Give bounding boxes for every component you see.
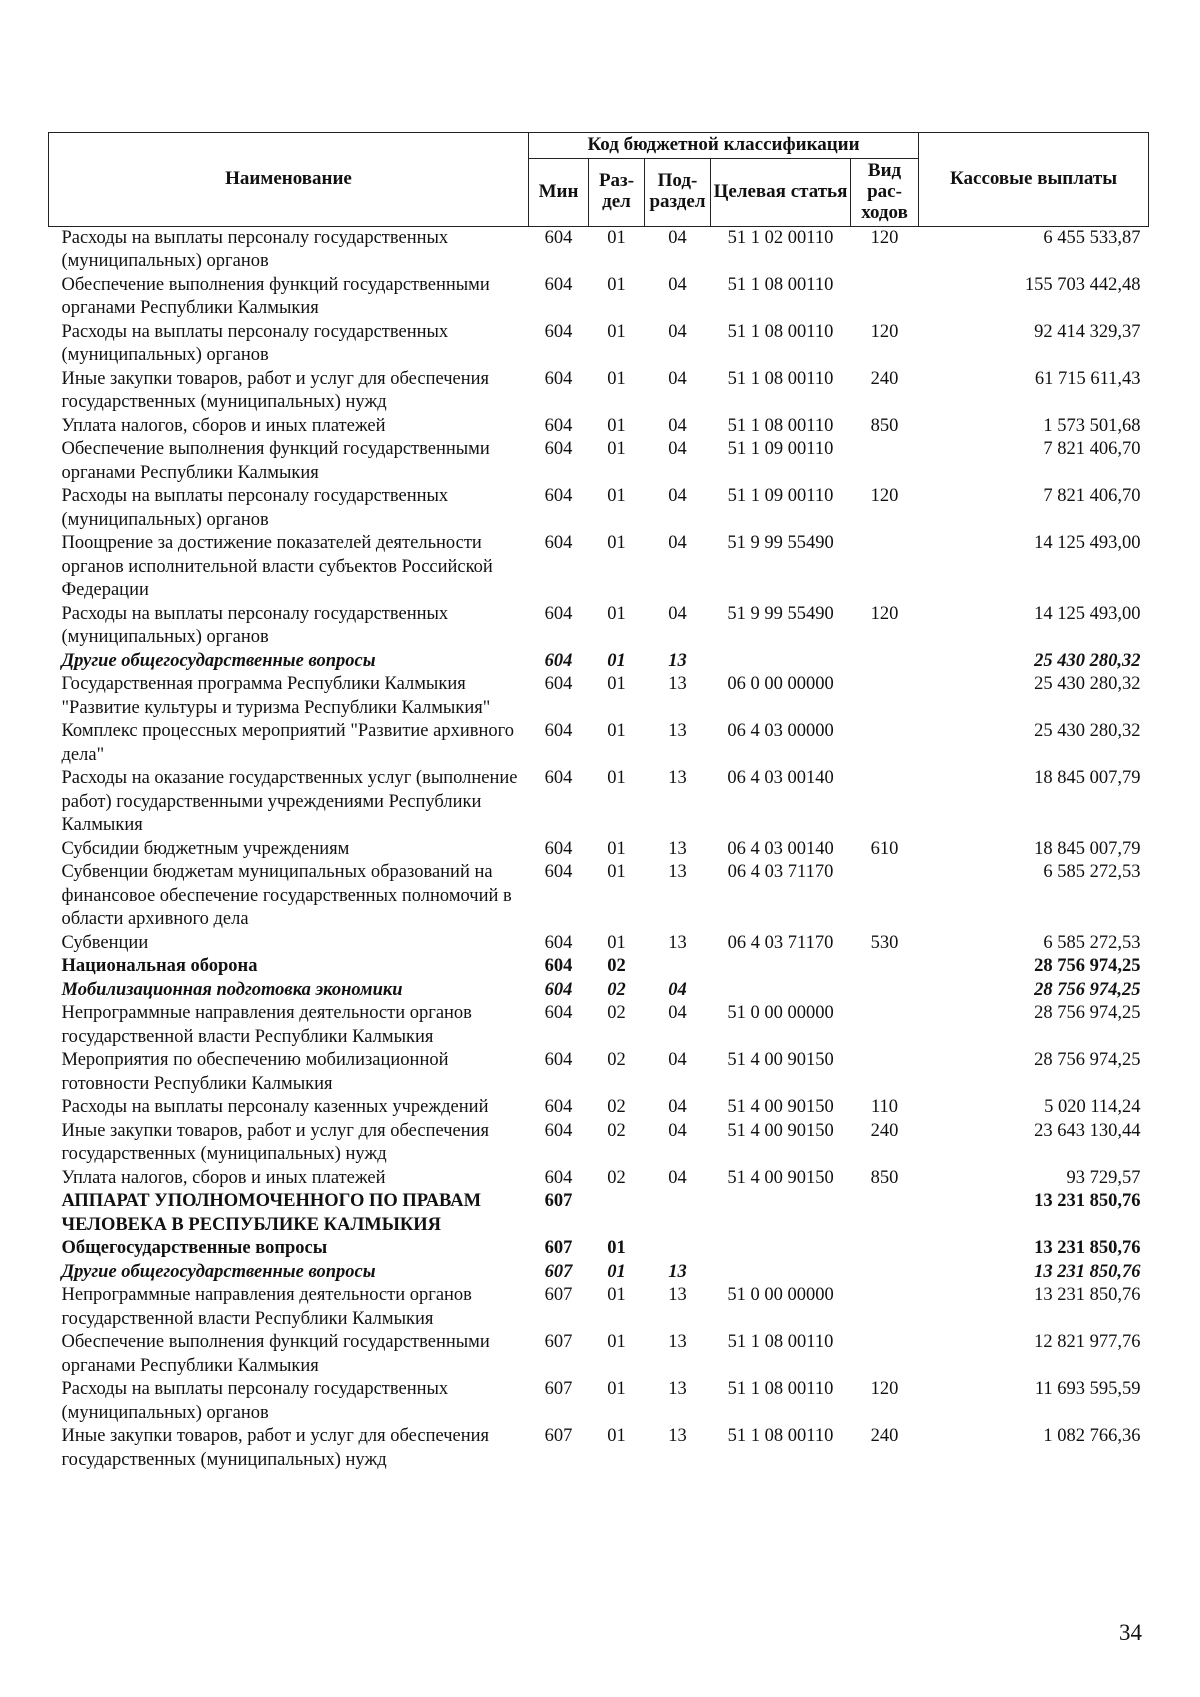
row-min: 604: [544, 1120, 573, 1141]
row-target-article: 06 4 03 00000: [727, 721, 834, 742]
row-amount: 13 231 850,76: [1034, 1238, 1141, 1259]
row-name: Мобилизационная подготовка экономики: [61, 979, 403, 1000]
row-amount: 13 231 850,76: [1034, 1285, 1141, 1306]
row-name: Другие общегосударственные вопросы: [61, 650, 376, 671]
row-amount: 92 414 329,37: [1034, 321, 1141, 342]
row-name: Расходы на выплаты персоналу государственных (муниципальных) органов: [61, 486, 449, 530]
row-razdel: 02: [607, 956, 626, 977]
row-target-article: 51 1 09 00110: [727, 439, 834, 460]
row-podrazdel: 13: [668, 1285, 687, 1306]
row-expense-type: 120: [870, 321, 899, 342]
table-row: [49, 1002, 1149, 1049]
row-name: Иные закупки товаров, работ и услуг для обеспечения государственных (муниципальных) нужд: [61, 1426, 490, 1470]
row-amount: 11 693 595,59: [1034, 1379, 1141, 1400]
row-min: 604: [544, 838, 573, 859]
row-expense-type: [851, 861, 919, 932]
table-row: [49, 979, 1149, 1003]
row-min: 607: [544, 1191, 573, 1212]
budget-table: [48, 132, 1149, 1472]
table-row: [49, 274, 1149, 321]
row-podrazdel: 13: [668, 838, 687, 859]
row-expense-type: 610: [870, 838, 899, 859]
row-podrazdel: 13: [668, 650, 687, 671]
row-name: Непрограммные направления деятельности органов государственной власти Республики Калмыкия: [61, 1285, 472, 1329]
row-name: Уплата налогов, сборов и иных платежей: [61, 415, 386, 436]
row-expense-type: 240: [870, 368, 899, 389]
row-amount: 12 821 977,76: [1034, 1332, 1141, 1353]
row-razdel: 02: [607, 1120, 626, 1141]
row-min: 604: [544, 721, 573, 742]
row-expense-type: [851, 274, 919, 321]
row-razdel: 01: [607, 321, 626, 342]
row-razdel: 02: [607, 1003, 626, 1024]
row-min: 607: [544, 1426, 573, 1447]
row-amount: 7 821 406,70: [1043, 439, 1141, 460]
table-body: [49, 226, 1149, 1472]
row-expense-type: [851, 1002, 919, 1049]
row-podrazdel: 13: [668, 862, 687, 883]
row-name: Комплекс процессных мероприятий "Развитие архивного дела": [61, 721, 515, 765]
row-name: Субвенции: [61, 932, 149, 953]
row-name: Иные закупки товаров, работ и услуг для обеспечения государственных (муниципальных) нужд: [61, 368, 490, 413]
row-razdel: 01: [607, 533, 626, 554]
row-min: 604: [544, 368, 573, 389]
row-target-article: 51 1 02 00110: [727, 227, 834, 248]
header-expense-type: Вид рас- ходов: [851, 159, 919, 227]
row-target-article: [711, 650, 851, 674]
row-min: 604: [544, 979, 573, 1000]
row-razdel: 01: [607, 439, 626, 460]
table-row: [49, 861, 1149, 932]
row-target-article: 06 0 00 00000: [727, 674, 834, 695]
header-target-article: Целевая статья: [711, 159, 851, 227]
row-podrazdel: 04: [668, 415, 687, 436]
header-podrazdel: Под- раздел: [645, 159, 711, 227]
row-name: Расходы на выплаты персоналу государственных (муниципальных) органов: [61, 321, 449, 366]
row-razdel: 01: [607, 932, 626, 953]
row-target-article: 51 1 09 00110: [727, 486, 834, 507]
row-name: Расходы на выплаты персоналу казенных учреждений: [61, 1097, 489, 1118]
row-expense-type: 120: [870, 1379, 899, 1400]
row-expense-type: [851, 1190, 919, 1237]
row-expense-type: [851, 673, 919, 720]
row-name: Обеспечение выполнения функций государственными органами Республики Калмыкия: [61, 274, 490, 319]
row-amount: 1 573 501,68: [1043, 415, 1141, 436]
row-min: 604: [544, 486, 573, 507]
row-amount: 13 231 850,76: [1034, 1191, 1141, 1212]
row-min: 604: [544, 321, 573, 342]
row-target-article: 51 4 00 90150: [727, 1120, 834, 1141]
row-expense-type: [851, 1261, 919, 1285]
row-min: 604: [544, 650, 573, 671]
row-razdel: 02: [607, 1050, 626, 1071]
row-name: Поощрение за достижение показателей деятельности органов исполнительной власти субъектов Российской Федерации: [61, 533, 493, 601]
row-target-article: 51 0 00 00000: [727, 1003, 834, 1024]
row-podrazdel: [645, 1237, 711, 1261]
row-target-article: 06 4 03 71170: [727, 862, 834, 883]
row-amount: 93 729,57: [1066, 1167, 1141, 1188]
row-razdel: 01: [607, 1426, 626, 1447]
row-name: Общегосударственные вопросы: [61, 1238, 328, 1259]
row-podrazdel: 13: [668, 1379, 687, 1400]
row-razdel: 01: [607, 768, 626, 789]
table-header: [49, 133, 1149, 227]
row-expense-type: [851, 955, 919, 979]
row-min: 604: [544, 603, 573, 624]
row-razdel: 02: [607, 1167, 626, 1188]
row-amount: 6 455 533,87: [1043, 227, 1141, 248]
table-row: [49, 1190, 1149, 1237]
row-expense-type: 240: [870, 1426, 899, 1447]
page-number: 34: [1119, 1620, 1142, 1645]
row-podrazdel: 04: [668, 533, 687, 554]
row-amount: 25 430 280,32: [1034, 650, 1141, 671]
table-row: [49, 932, 1149, 956]
row-target-article: 51 9 99 55490: [727, 533, 834, 554]
row-razdel: [589, 1190, 645, 1237]
row-min: 607: [544, 1238, 573, 1259]
table-row: [49, 720, 1149, 767]
table-row: [49, 226, 1149, 274]
row-podrazdel: 04: [668, 274, 687, 295]
row-razdel: 01: [607, 721, 626, 742]
row-razdel: 01: [607, 1379, 626, 1400]
row-min: 604: [544, 956, 573, 977]
row-amount: 13 231 850,76: [1034, 1261, 1141, 1282]
row-min: 604: [544, 415, 573, 436]
row-min: 604: [544, 768, 573, 789]
row-min: 607: [544, 1332, 573, 1353]
row-expense-type: 850: [870, 1167, 899, 1188]
row-amount: 23 643 130,44: [1034, 1120, 1141, 1141]
row-razdel: 01: [607, 368, 626, 389]
row-target-article: 06 4 03 00140: [727, 838, 834, 859]
row-min: 604: [544, 533, 573, 554]
row-target-article: 51 4 00 90150: [727, 1097, 834, 1118]
row-expense-type: [851, 438, 919, 485]
table-row: [49, 1237, 1149, 1261]
table-row: [49, 1049, 1149, 1096]
table-row: [49, 955, 1149, 979]
table-row: [49, 532, 1149, 603]
row-name: Расходы на выплаты персоналу государственных (муниципальных) органов: [61, 603, 449, 648]
row-podrazdel: 04: [668, 1003, 687, 1024]
row-target-article: [711, 955, 851, 979]
row-min: 604: [544, 1167, 573, 1188]
row-min: 604: [544, 1003, 573, 1024]
row-expense-type: [851, 650, 919, 674]
row-podrazdel: [645, 955, 711, 979]
row-razdel: 01: [607, 650, 626, 671]
row-razdel: 02: [607, 1097, 626, 1118]
table-row: [49, 673, 1149, 720]
row-amount: 28 756 974,25: [1034, 979, 1141, 1000]
row-min: 607: [544, 1379, 573, 1400]
row-min: 604: [544, 1050, 573, 1071]
table-row: [49, 415, 1149, 439]
row-podrazdel: 04: [668, 321, 687, 342]
table-row: [49, 321, 1149, 368]
table-row: [49, 438, 1149, 485]
row-target-article: [711, 1261, 851, 1285]
table-row: [49, 1096, 1149, 1120]
row-target-article: 51 9 99 55490: [727, 603, 834, 624]
row-target-article: 51 0 00 00000: [727, 1285, 834, 1306]
header-name: Наименование: [49, 133, 529, 227]
table-row: [49, 1261, 1149, 1285]
row-amount: 14 125 493,00: [1034, 533, 1141, 554]
row-podrazdel: 13: [668, 674, 687, 695]
row-name: Субсидии бюджетным учреждениям: [61, 838, 350, 859]
table-row: [49, 1120, 1149, 1167]
row-min: 604: [544, 674, 573, 695]
table-row: [49, 1425, 1149, 1472]
row-expense-type: 850: [870, 415, 899, 436]
table-row: [49, 1331, 1149, 1378]
row-expense-type: [851, 1284, 919, 1331]
table-row: [49, 1167, 1149, 1191]
row-razdel: 01: [607, 415, 626, 436]
header-cash-payments: Кассовые выплаты: [919, 133, 1149, 227]
row-podrazdel: 13: [668, 932, 687, 953]
row-min: 607: [544, 1285, 573, 1306]
row-expense-type: [851, 532, 919, 603]
row-razdel: 01: [607, 1238, 626, 1259]
row-razdel: 01: [607, 274, 626, 295]
row-target-article: 06 4 03 71170: [727, 932, 834, 953]
row-target-article: 51 1 08 00110: [727, 368, 834, 389]
row-expense-type: [851, 720, 919, 767]
row-name: Обеспечение выполнения функций государственными органами Республики Калмыкия: [61, 439, 490, 483]
row-amount: 155 703 442,48: [1024, 274, 1141, 295]
row-expense-type: [851, 979, 919, 1003]
row-podrazdel: 04: [668, 979, 687, 1000]
header-razdel: Раз- дел: [589, 159, 645, 227]
row-target-article: 51 1 08 00110: [727, 321, 834, 342]
row-min: 604: [544, 227, 573, 248]
row-podrazdel: 04: [668, 368, 687, 389]
table-row: [49, 767, 1149, 838]
row-amount: 6 585 272,53: [1043, 932, 1141, 953]
row-podrazdel: 04: [668, 1167, 687, 1188]
row-amount: 14 125 493,00: [1034, 603, 1141, 624]
row-podrazdel: 04: [668, 1050, 687, 1071]
row-amount: 28 756 974,25: [1034, 1050, 1141, 1071]
header-classification-code: Код бюджетной классификации: [529, 133, 919, 159]
row-podrazdel: [645, 1190, 711, 1237]
table-row: [49, 838, 1149, 862]
row-name: Другие общегосударственные вопросы: [61, 1261, 376, 1282]
table-row: [49, 650, 1149, 674]
row-razdel: 01: [607, 838, 626, 859]
row-podrazdel: 13: [668, 721, 687, 742]
row-name: Мероприятия по обеспечению мобилизационной готовности Республики Калмыкия: [61, 1050, 449, 1094]
row-razdel: 01: [607, 227, 626, 248]
row-razdel: 01: [607, 1285, 626, 1306]
row-amount: 25 430 280,32: [1034, 721, 1141, 742]
row-name: Субвенции бюджетам муниципальных образований на финансовое обеспечение государственных полномочий в области архивного дела: [61, 862, 512, 930]
row-name: Иные закупки товаров, работ и услуг для обеспечения государственных (муниципальных) нужд: [61, 1120, 490, 1165]
row-min: 604: [544, 932, 573, 953]
row-amount: 28 756 974,25: [1034, 1003, 1141, 1024]
row-podrazdel: 13: [668, 1261, 687, 1282]
row-target-article: 51 1 08 00110: [727, 274, 834, 295]
row-razdel: 01: [607, 862, 626, 883]
row-target-article: 51 1 08 00110: [727, 1379, 834, 1400]
row-amount: 5 020 114,24: [1044, 1097, 1141, 1118]
row-target-article: 51 1 08 00110: [727, 415, 834, 436]
row-target-article: [711, 1237, 851, 1261]
row-min: 604: [544, 274, 573, 295]
row-target-article: 51 4 00 90150: [727, 1050, 834, 1071]
row-expense-type: 530: [870, 932, 899, 953]
row-podrazdel: 04: [668, 439, 687, 460]
row-podrazdel: 04: [668, 1097, 687, 1118]
row-min: 604: [544, 439, 573, 460]
row-razdel: 01: [607, 603, 626, 624]
row-razdel: 02: [607, 979, 626, 1000]
row-amount: 1 082 766,36: [1043, 1426, 1141, 1447]
row-amount: 7 821 406,70: [1043, 486, 1141, 507]
row-name: Обеспечение выполнения функций государственными органами Республики Калмыкия: [61, 1332, 490, 1376]
row-amount: 6 585 272,53: [1043, 862, 1141, 883]
row-podrazdel: 13: [668, 768, 687, 789]
row-name: Непрограммные направления деятельности органов государственной власти Республики Калмыкия: [61, 1003, 472, 1047]
row-razdel: 01: [607, 1261, 626, 1282]
row-expense-type: 110: [870, 1097, 899, 1118]
row-target-article: 51 4 00 90150: [727, 1167, 834, 1188]
document-page: [48, 132, 1148, 1472]
row-name: Расходы на оказание государственных услуг (выполнение работ) государственными учреждениями Республики Калмыкия: [61, 768, 518, 836]
row-expense-type: 120: [870, 227, 899, 248]
row-podrazdel: 04: [668, 227, 687, 248]
row-min: 604: [544, 862, 573, 883]
row-min: 604: [544, 1097, 573, 1118]
row-expense-type: [851, 767, 919, 838]
row-podrazdel: 13: [668, 1332, 687, 1353]
row-razdel: 01: [607, 674, 626, 695]
row-amount: 18 845 007,79: [1034, 838, 1141, 859]
row-name: Расходы на выплаты персоналу государственных (муниципальных) органов: [61, 227, 449, 272]
row-podrazdel: 13: [668, 1426, 687, 1447]
row-min: 607: [544, 1261, 573, 1282]
row-target-article: 51 1 08 00110: [727, 1426, 834, 1447]
row-target-article: [711, 979, 851, 1003]
table-row: [49, 1284, 1149, 1331]
row-expense-type: 120: [870, 603, 899, 624]
row-name: Расходы на выплаты персоналу государственных (муниципальных) органов: [61, 1379, 449, 1423]
row-amount: 28 756 974,25: [1034, 956, 1141, 977]
row-target-article: 51 1 08 00110: [727, 1332, 834, 1353]
row-razdel: 01: [607, 486, 626, 507]
row-target-article: [711, 1190, 851, 1237]
row-name: Национальная оборона: [61, 956, 258, 977]
row-name: Государственная программа Республики Калмыкия "Развитие культуры и туризма Республики Калмыкия": [61, 674, 491, 718]
row-expense-type: [851, 1331, 919, 1378]
row-amount: 25 430 280,32: [1034, 674, 1141, 695]
table-row: [49, 603, 1149, 650]
row-amount: 18 845 007,79: [1034, 768, 1141, 789]
row-razdel: 01: [607, 1332, 626, 1353]
row-target-article: 06 4 03 00140: [727, 768, 834, 789]
row-expense-type: 240: [870, 1120, 899, 1141]
row-name: АППАРАТ УПОЛНОМОЧЕННОГО ПО ПРАВАМ ЧЕЛОВЕКА В РЕСПУБЛИКЕ КАЛМЫКИЯ: [61, 1191, 482, 1235]
row-expense-type: [851, 1237, 919, 1261]
row-podrazdel: 04: [668, 603, 687, 624]
row-amount: 61 715 611,43: [1034, 368, 1141, 389]
row-name: Уплата налогов, сборов и иных платежей: [61, 1167, 386, 1188]
table-row: [49, 1378, 1149, 1425]
row-podrazdel: 04: [668, 1120, 687, 1141]
row-expense-type: [851, 1049, 919, 1096]
row-expense-type: 120: [870, 486, 899, 507]
table-row: [49, 485, 1149, 532]
table-row: [49, 368, 1149, 415]
header-min: Мин: [529, 159, 589, 227]
row-podrazdel: 04: [668, 486, 687, 507]
